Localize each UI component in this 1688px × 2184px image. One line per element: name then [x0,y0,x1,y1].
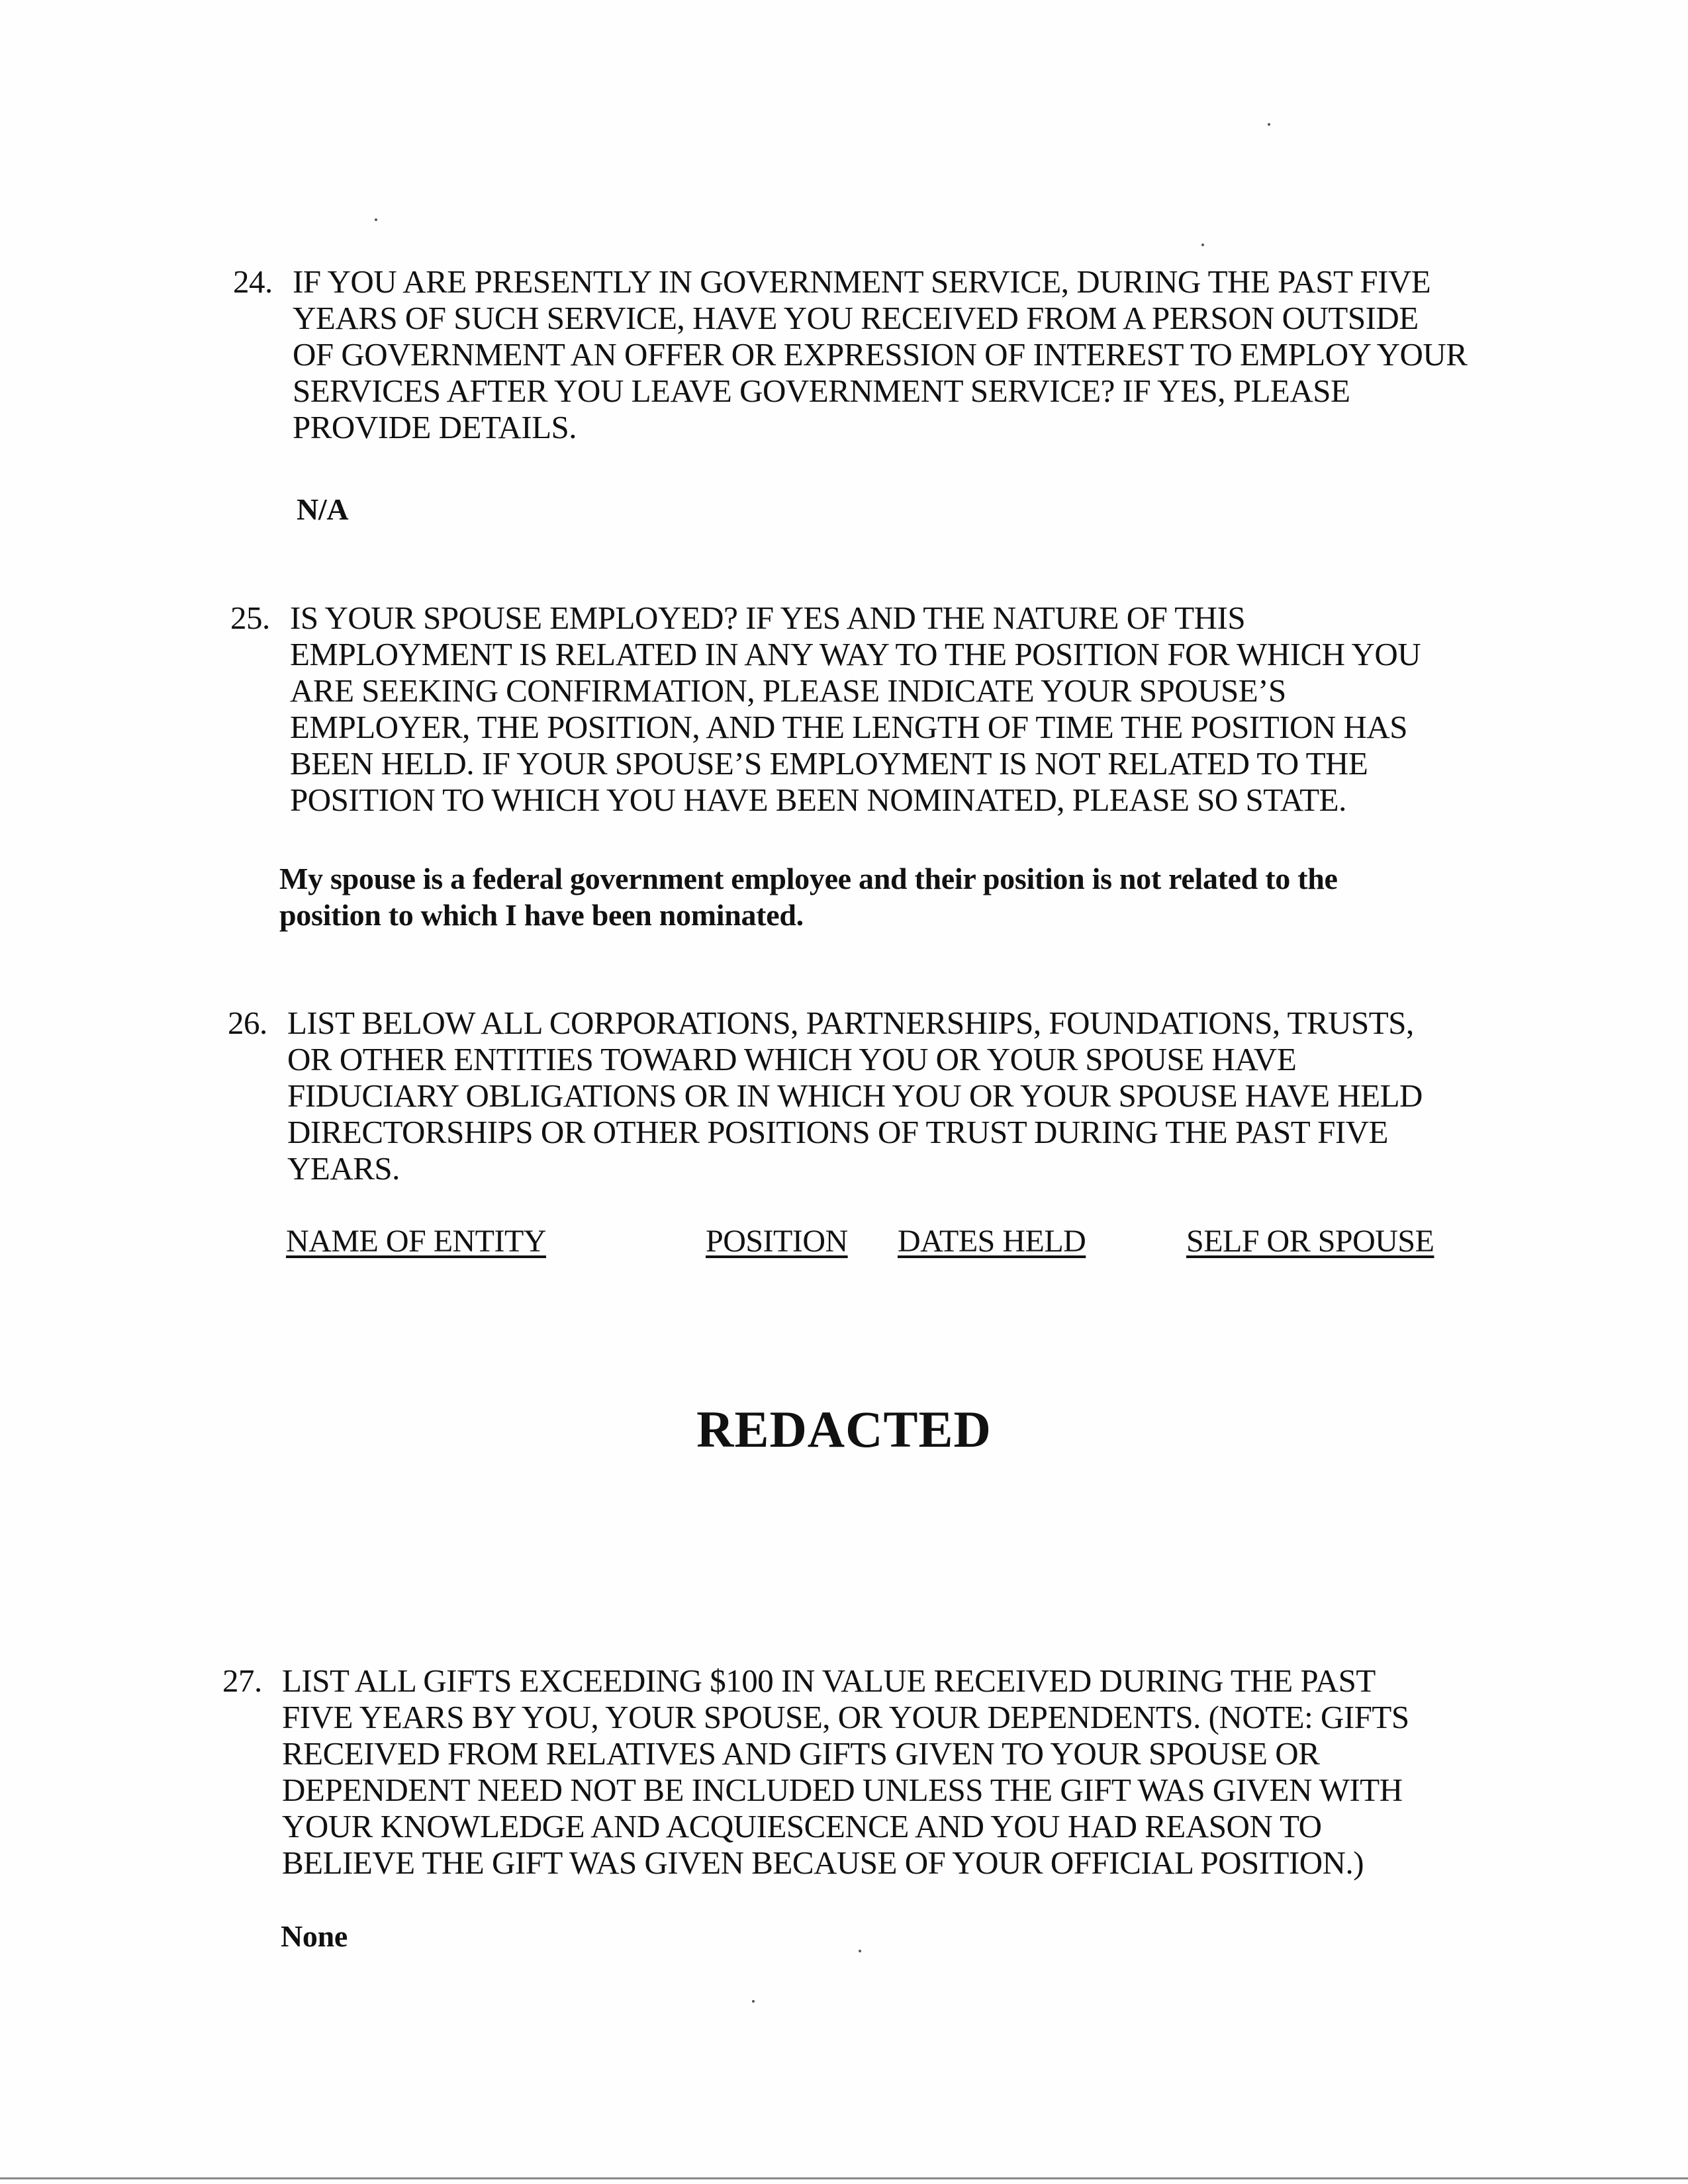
bottom-edge-line [0,2177,1688,2179]
question-24 [233,263,1557,455]
question-number: 26. [228,1005,267,1041]
column-header-dates-held: DATES HELD [898,1224,1086,1259]
question-number: 27. [222,1662,262,1699]
answer-27: None [281,1919,348,1953]
scan-speck [375,218,377,221]
scan-speck [1201,244,1204,246]
question-text: IS YOUR SPOUSE EMPLOYED? IF YES AND THE NATURE OF THIS EMPLOYMENT IS RELATED IN ANY WAY TO THE POSITION FOR WHICH YOU ARE SEEKING CONFIRMATION, PLEASE INDICATE YOUR SPOUSE’S EMPLOYER, THE POSITION, AND THE LENGTH OF TIME THE POSITION HAS BEEN HELD. IF YOUR SPOUSE’S EMPLOYMENT IS NOT RELATED TO THE POSITION TO WHICH YOU HAVE BEEN NOMINATED, PLEASE SO STATE. [290,600,1421,818]
redacted-notice: REDACTED [696,1400,992,1458]
question-text: LIST ALL GIFTS EXCEEDING $100 IN VALUE RECEIVED DURING THE PAST FIVE YEARS BY YOU, YOUR SPOUSE, OR YOUR DEPENDENTS. (NOTE: GIFTS RECEIVED FROM RELATIVES AND GIFTS GIVEN TO YOUR SPOUSE OR DEPENDENT NEED NOT BE INCLUDED UNLESS THE GIFT WAS GIVEN WITH YOUR KNOWLEDGE AND ACQUIESCENCE AND YOU HAD REASON TO BELIEVE THE GIFT WAS GIVEN BECAUSE OF YOUR OFFICIAL POSITION.) [282,1662,1409,1881]
answer-25: My spouse is a federal government employee and their position is not related to the position to which I have been nominated. [279,862,1338,932]
scan-speck [859,1950,861,1952]
question-text: IF YOU ARE PRESENTLY IN GOVERNMENT SERVICE, DURING THE PAST FIVE YEARS OF SUCH SERVICE, HAVE YOU RECEIVED FROM A PERSON OUTSIDE OF GOVERNMENT AN OFFER OR EXPRESSION OF INTEREST TO EMPLOY YOUR SERVICES AFTER YOU LEAVE GOVERNMENT SERVICE? IF YES, PLEASE PROVIDE DETAILS. [293,263,1468,445]
question-number: 24. [233,263,273,300]
scan-speck [752,2000,755,2003]
answer-24: N/A [297,492,349,526]
question-27 [222,1662,1546,1888]
question-26 [228,1005,1552,1197]
question-text: LIST BELOW ALL CORPORATIONS, PARTNERSHIPS, FOUNDATIONS, TRUSTS, OR OTHER ENTITIES TOWARD WHICH YOU OR YOUR SPOUSE HAVE FIDUCIARY OBLIGATIONS OR IN WHICH YOU OR YOUR SPOUSE HAVE HELD DIRECTORSHIPS OR OTHER POSITIONS OF TRUST DURING THE PAST FIVE YEARS. [287,1005,1423,1187]
column-header-self-or-spouse: SELF OR SPOUSE [1186,1224,1434,1259]
column-header-position: POSITION [706,1224,848,1259]
question-25 [230,600,1554,825]
scan-speck [1268,123,1270,126]
column-header-name-of-entity: NAME OF ENTITY [286,1224,546,1259]
question-number: 25. [230,600,270,636]
